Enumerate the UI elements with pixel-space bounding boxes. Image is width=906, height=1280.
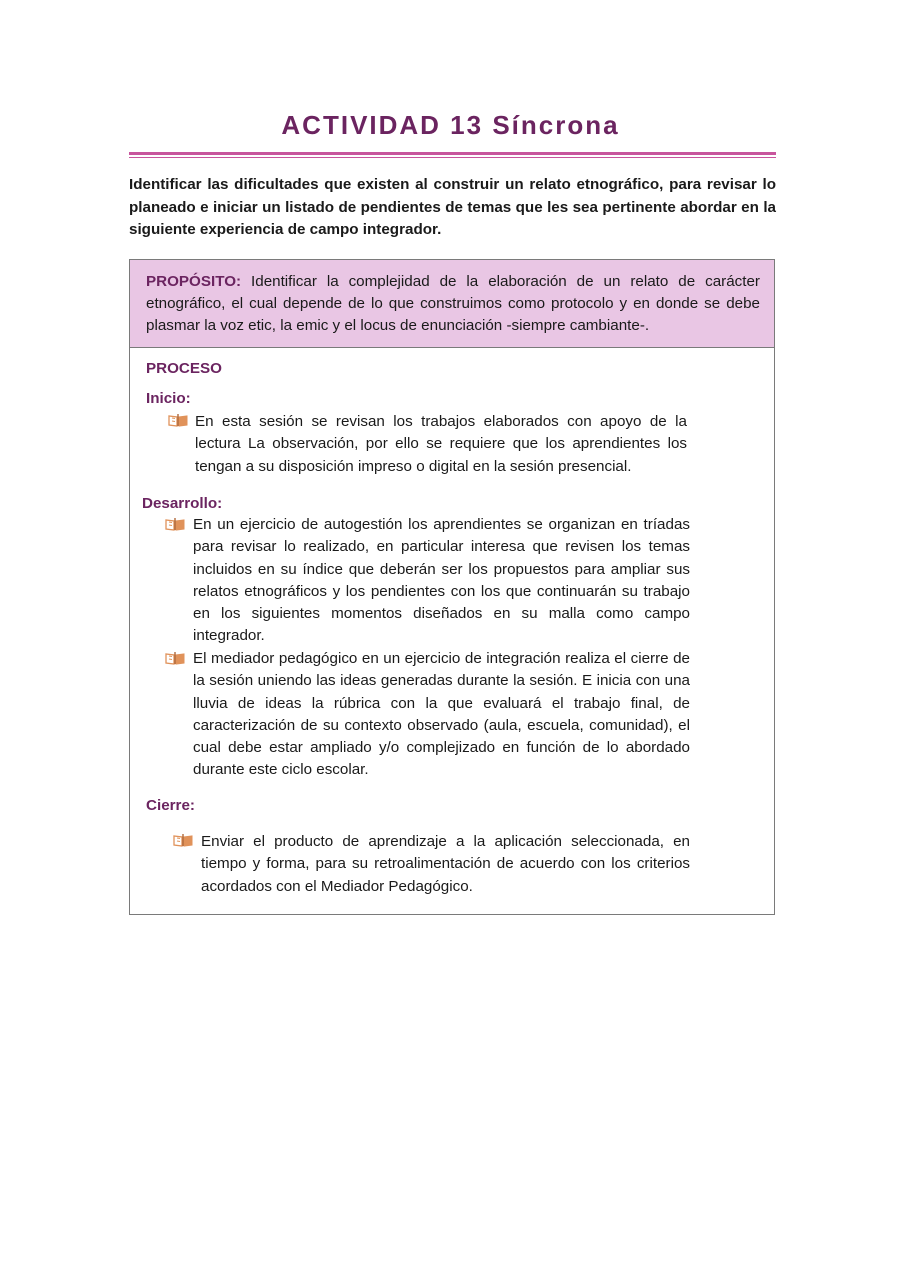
inicio-label: Inicio: [146, 390, 191, 407]
process-heading: PROCESO [146, 360, 222, 377]
intro-paragraph: Identificar las dificultades que existen al construir un relato etnográfico, para revisar lo planeado e iniciar un listado de pendientes de temas que les sea pertinente abordar en la siguiente experiencia de campo integrador. [129, 176, 776, 238]
page-title: ACTIVIDAD 13 Síncrona [281, 110, 620, 140]
activity-box [129, 259, 775, 915]
list-item: El mediador pedagógico en un ejercicio de integración realiza el cierre de la sesión uniendo las ideas generadas durante la sesión. E inicia con una lluvia de ideas la rúbrica con la que evaluará el trabajo final, de caracterización de su contexto observado (aula, escuela, comunidad), el cual debe estar ampliado y/o complejizado en función de lo abordado durante este ciclo escolar. [193, 650, 690, 779]
title-divider-thin [129, 157, 776, 158]
purpose-label: PROPÓSITO: [146, 273, 242, 290]
open-book-icon [165, 651, 185, 665]
purpose-panel [130, 260, 774, 348]
cierre-label: Cierre: [146, 797, 195, 814]
list-item: En un ejercicio de autogestión los aprendientes se organizan en tríadas para revisar lo realizado, en particular interesa que revisen los temas incluidos en su índice que deberán ser los propuestos para ampliar sus relatos etnográficos y los pendientes con los que continuarán su trabajo en los siguientes momentos diseñados en su malla como campo integrador. [193, 516, 690, 645]
page-title-wrap [0, 110, 906, 141]
list-item: En esta sesión se revisan los trabajos elaborados con apoyo de la lectura La observación, por ello se requiere que los aprendientes los tengan a su disposición impreso o digital en la sesión presencial. [195, 413, 687, 475]
purpose-text: Identificar la complejidad de la elaboración de un relato de carácter etnográfico, el cual depende de lo que construimos como protocolo y en donde se debe plasmar la voz etic, la emic y el locus de enunciación -siempre cambiante-. [146, 273, 760, 334]
open-book-icon [173, 833, 193, 847]
open-book-icon [168, 413, 188, 427]
list-item: Enviar el producto de aprendizaje a la aplicación seleccionada, en tiempo y forma, para su retroalimentación de acuerdo con los criterios acordados con el Mediador Pedagógico. [201, 833, 690, 895]
open-book-icon [165, 517, 185, 531]
desarrollo-label: Desarrollo: [142, 495, 223, 512]
title-divider [129, 152, 776, 155]
